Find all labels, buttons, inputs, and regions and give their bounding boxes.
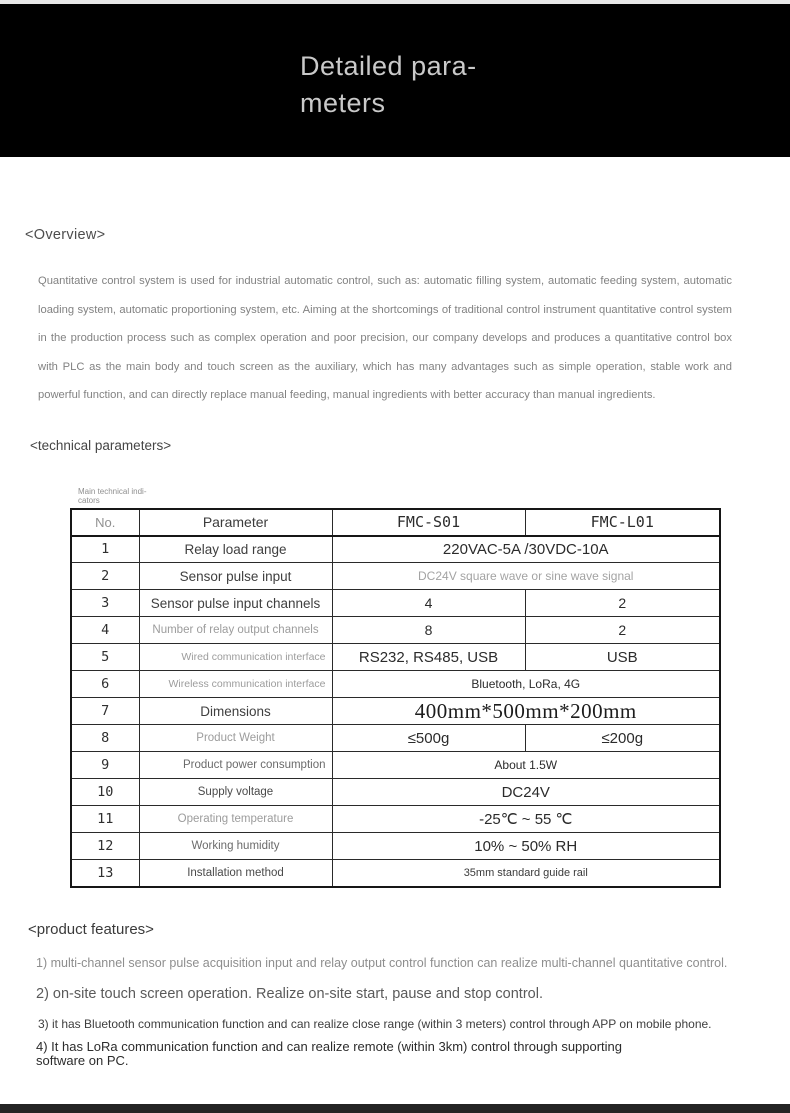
table-row	[71, 563, 720, 590]
technical-parameters-heading: <technical parameters>	[30, 437, 172, 453]
row-number: 3	[71, 590, 139, 617]
fmc-l01-value: 2	[525, 617, 720, 644]
table-row	[71, 590, 720, 617]
row-number: 2	[71, 563, 139, 590]
bottom-bar	[0, 1104, 790, 1113]
parameter-name: Sensor pulse input	[139, 563, 332, 590]
features-list	[36, 956, 790, 1068]
column-header-fmc-l01: FMC-L01	[525, 509, 720, 536]
table-caption-line1: Main technical indi-	[78, 486, 147, 496]
table-row	[71, 860, 720, 887]
row-number: 4	[71, 617, 139, 644]
feature-item: 4) It has LoRa communication function and can realize remote (within 3km) control through supporting software on PC.	[36, 1038, 623, 1068]
table-row	[71, 536, 720, 563]
parameter-value-merged: 10% ~ 50% RH	[332, 833, 720, 860]
row-number: 8	[71, 725, 139, 752]
overview-paragraph: Quantitative control system is used for industrial automatic control, such as: automatic filling system, automatic feeding system, automatic loading system, automatic proportioning system, etc. Aiming at the shortcomings of traditional control instrument quantitative control system in the production process such as complex operation and poor precision, our company develops and produces a quantitative control box with PLC as the main body and touch screen as the auxiliary, which has many advantages such as simple operation, stable work and powerful function, and can directly replace manual feeding, manual ingredients with better accuracy than manual ingredients.	[38, 275, 732, 401]
row-number: 11	[71, 806, 139, 833]
row-number: 12	[71, 833, 139, 860]
parameter-name: Working humidity	[139, 833, 332, 860]
row-number: 10	[71, 779, 139, 806]
page-title-line2: meters	[300, 88, 386, 118]
fmc-s01-value: ≤500g	[332, 725, 525, 752]
table-row	[71, 698, 720, 725]
parameter-value-merged: DC24V	[332, 779, 720, 806]
parameter-name: Product Weight	[139, 725, 332, 752]
row-number: 13	[71, 860, 139, 887]
feature-item: 1) multi-channel sensor pulse acquisition input and relay output control function can realize multi-channel quantitative control.	[36, 955, 728, 970]
fmc-s01-value: 4	[332, 590, 525, 617]
column-header-parameter: Parameter	[139, 509, 332, 536]
technical-parameters-section	[0, 438, 790, 888]
overview-section	[0, 227, 790, 410]
feature-item: 3) it has Bluetooth communication function and can realize close range (within 3 meters) control through APP on mobile phone.	[38, 1016, 712, 1031]
product-features-section	[0, 921, 790, 1068]
table-row	[71, 644, 720, 671]
feature-item: 2) on-site touch screen operation. Realize on-site start, pause and stop control.	[36, 985, 543, 1002]
header-banner	[0, 4, 790, 157]
fmc-s01-value: RS232, RS485, USB	[332, 644, 525, 671]
parameter-name: Relay load range	[139, 536, 332, 563]
parameter-value-merged: 400mm*500mm*200mm	[332, 698, 720, 725]
parameter-value-merged: Bluetooth, LoRa, 4G	[332, 671, 720, 698]
fmc-l01-value: 2	[525, 590, 720, 617]
parameter-value-merged: About 1.5W	[332, 752, 720, 779]
overview-heading: <Overview>	[25, 227, 106, 243]
table-caption-line2: cators	[78, 495, 100, 505]
table-row	[71, 671, 720, 698]
table-row	[71, 725, 720, 752]
parameter-value-merged: 220VAC-5A /30VDC-10A	[332, 536, 720, 563]
table-row	[71, 617, 720, 644]
parameter-name: Supply voltage	[139, 779, 332, 806]
row-number: 9	[71, 752, 139, 779]
column-header-no: No.	[71, 509, 139, 536]
parameter-name: Wired communication interface	[139, 644, 332, 671]
fmc-s01-value: 8	[332, 617, 525, 644]
parameter-name: Sensor pulse input channels	[139, 590, 332, 617]
row-number: 6	[71, 671, 139, 698]
row-number: 7	[71, 698, 139, 725]
parameter-name: Operating temperature	[139, 806, 332, 833]
table-header-row	[71, 509, 720, 536]
page-title-line1: Detailed para-	[300, 51, 477, 81]
parameter-value-merged: -25℃ ~ 55 ℃	[332, 806, 720, 833]
fmc-l01-value: USB	[525, 644, 720, 671]
table-row	[71, 752, 720, 779]
parameter-name: Product power consumption	[139, 752, 332, 779]
row-number: 1	[71, 536, 139, 563]
fmc-l01-value: ≤200g	[525, 725, 720, 752]
parameter-name: Number of relay output channels	[139, 617, 332, 644]
page-title	[0, 4, 790, 122]
parameter-value-merged: 35mm standard guide rail	[332, 860, 720, 887]
table-row	[71, 806, 720, 833]
parameters-table	[70, 508, 721, 888]
parameter-name: Dimensions	[139, 698, 332, 725]
table-row	[71, 779, 720, 806]
row-number: 5	[71, 644, 139, 671]
table-body	[71, 536, 720, 887]
parameter-name: Installation method	[139, 860, 332, 887]
column-header-fmc-s01: FMC-S01	[332, 509, 525, 536]
parameter-value-merged: DC24V square wave or sine wave signal	[332, 563, 720, 590]
table-row	[71, 833, 720, 860]
product-features-heading: <product features>	[28, 920, 154, 938]
table-caption	[78, 487, 790, 505]
parameter-name: Wireless communication interface	[139, 671, 332, 698]
